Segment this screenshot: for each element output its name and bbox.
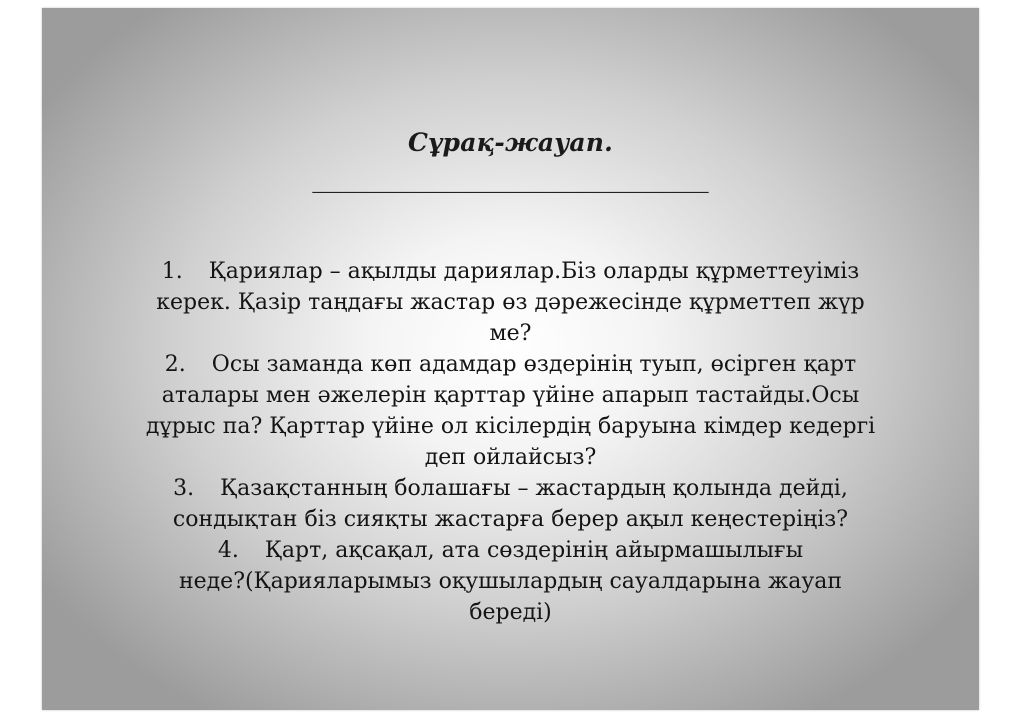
- question-line: [82, 473, 939, 504]
- question-list: [82, 256, 939, 628]
- question-text: ме?: [489, 321, 532, 346]
- question-number: 1.: [161, 259, 183, 284]
- question-text: Қарт, ақсақал, ата сөздерінің айырмашылығы: [264, 538, 804, 563]
- question-line: [82, 256, 939, 287]
- question-text: береді): [469, 600, 552, 625]
- question-text: неде?(Қарияларымыз оқушылардың сауалдарына жауап: [178, 569, 843, 594]
- question-text: Қазақстанның болашағы – жастардың қолында дейді,: [220, 476, 848, 501]
- question-text: дұрыс па? Қарттар үйіне ол кісілердің баруына кімдер кедергі: [145, 414, 876, 439]
- question-item: [82, 349, 939, 473]
- slide: [42, 8, 979, 710]
- question-number: 3.: [173, 476, 195, 501]
- title-underline: ____________________________________: [312, 170, 709, 195]
- question-text: Осы заманда көп адамдар өздерінің туып, өсірген қарт: [211, 352, 857, 377]
- question-text: аталары мен әжелерін қарттар үйіне апарып тастайды.Осы: [161, 383, 860, 408]
- question-item: [82, 535, 939, 628]
- question-text: сондықтан біз сияқты жастарға берер ақыл кеңестеріңіз?: [172, 507, 849, 532]
- question-text: Қариялар – ақылды дариялар.Біз оларды құрметтеуіміз: [208, 259, 860, 284]
- question-item: [82, 473, 939, 535]
- slide-title: Сұрақ-жауап.: [407, 128, 614, 157]
- question-line: [82, 535, 939, 566]
- question-number: 4.: [217, 538, 239, 563]
- question-item: [82, 256, 939, 349]
- question-number: 2.: [164, 352, 186, 377]
- question-text: деп ойлайсыз?: [424, 445, 597, 470]
- question-text: керек. Қазір таңдағы жастар өз дәрежесінде құрметтеп жүр: [156, 290, 865, 315]
- question-line: [82, 349, 939, 380]
